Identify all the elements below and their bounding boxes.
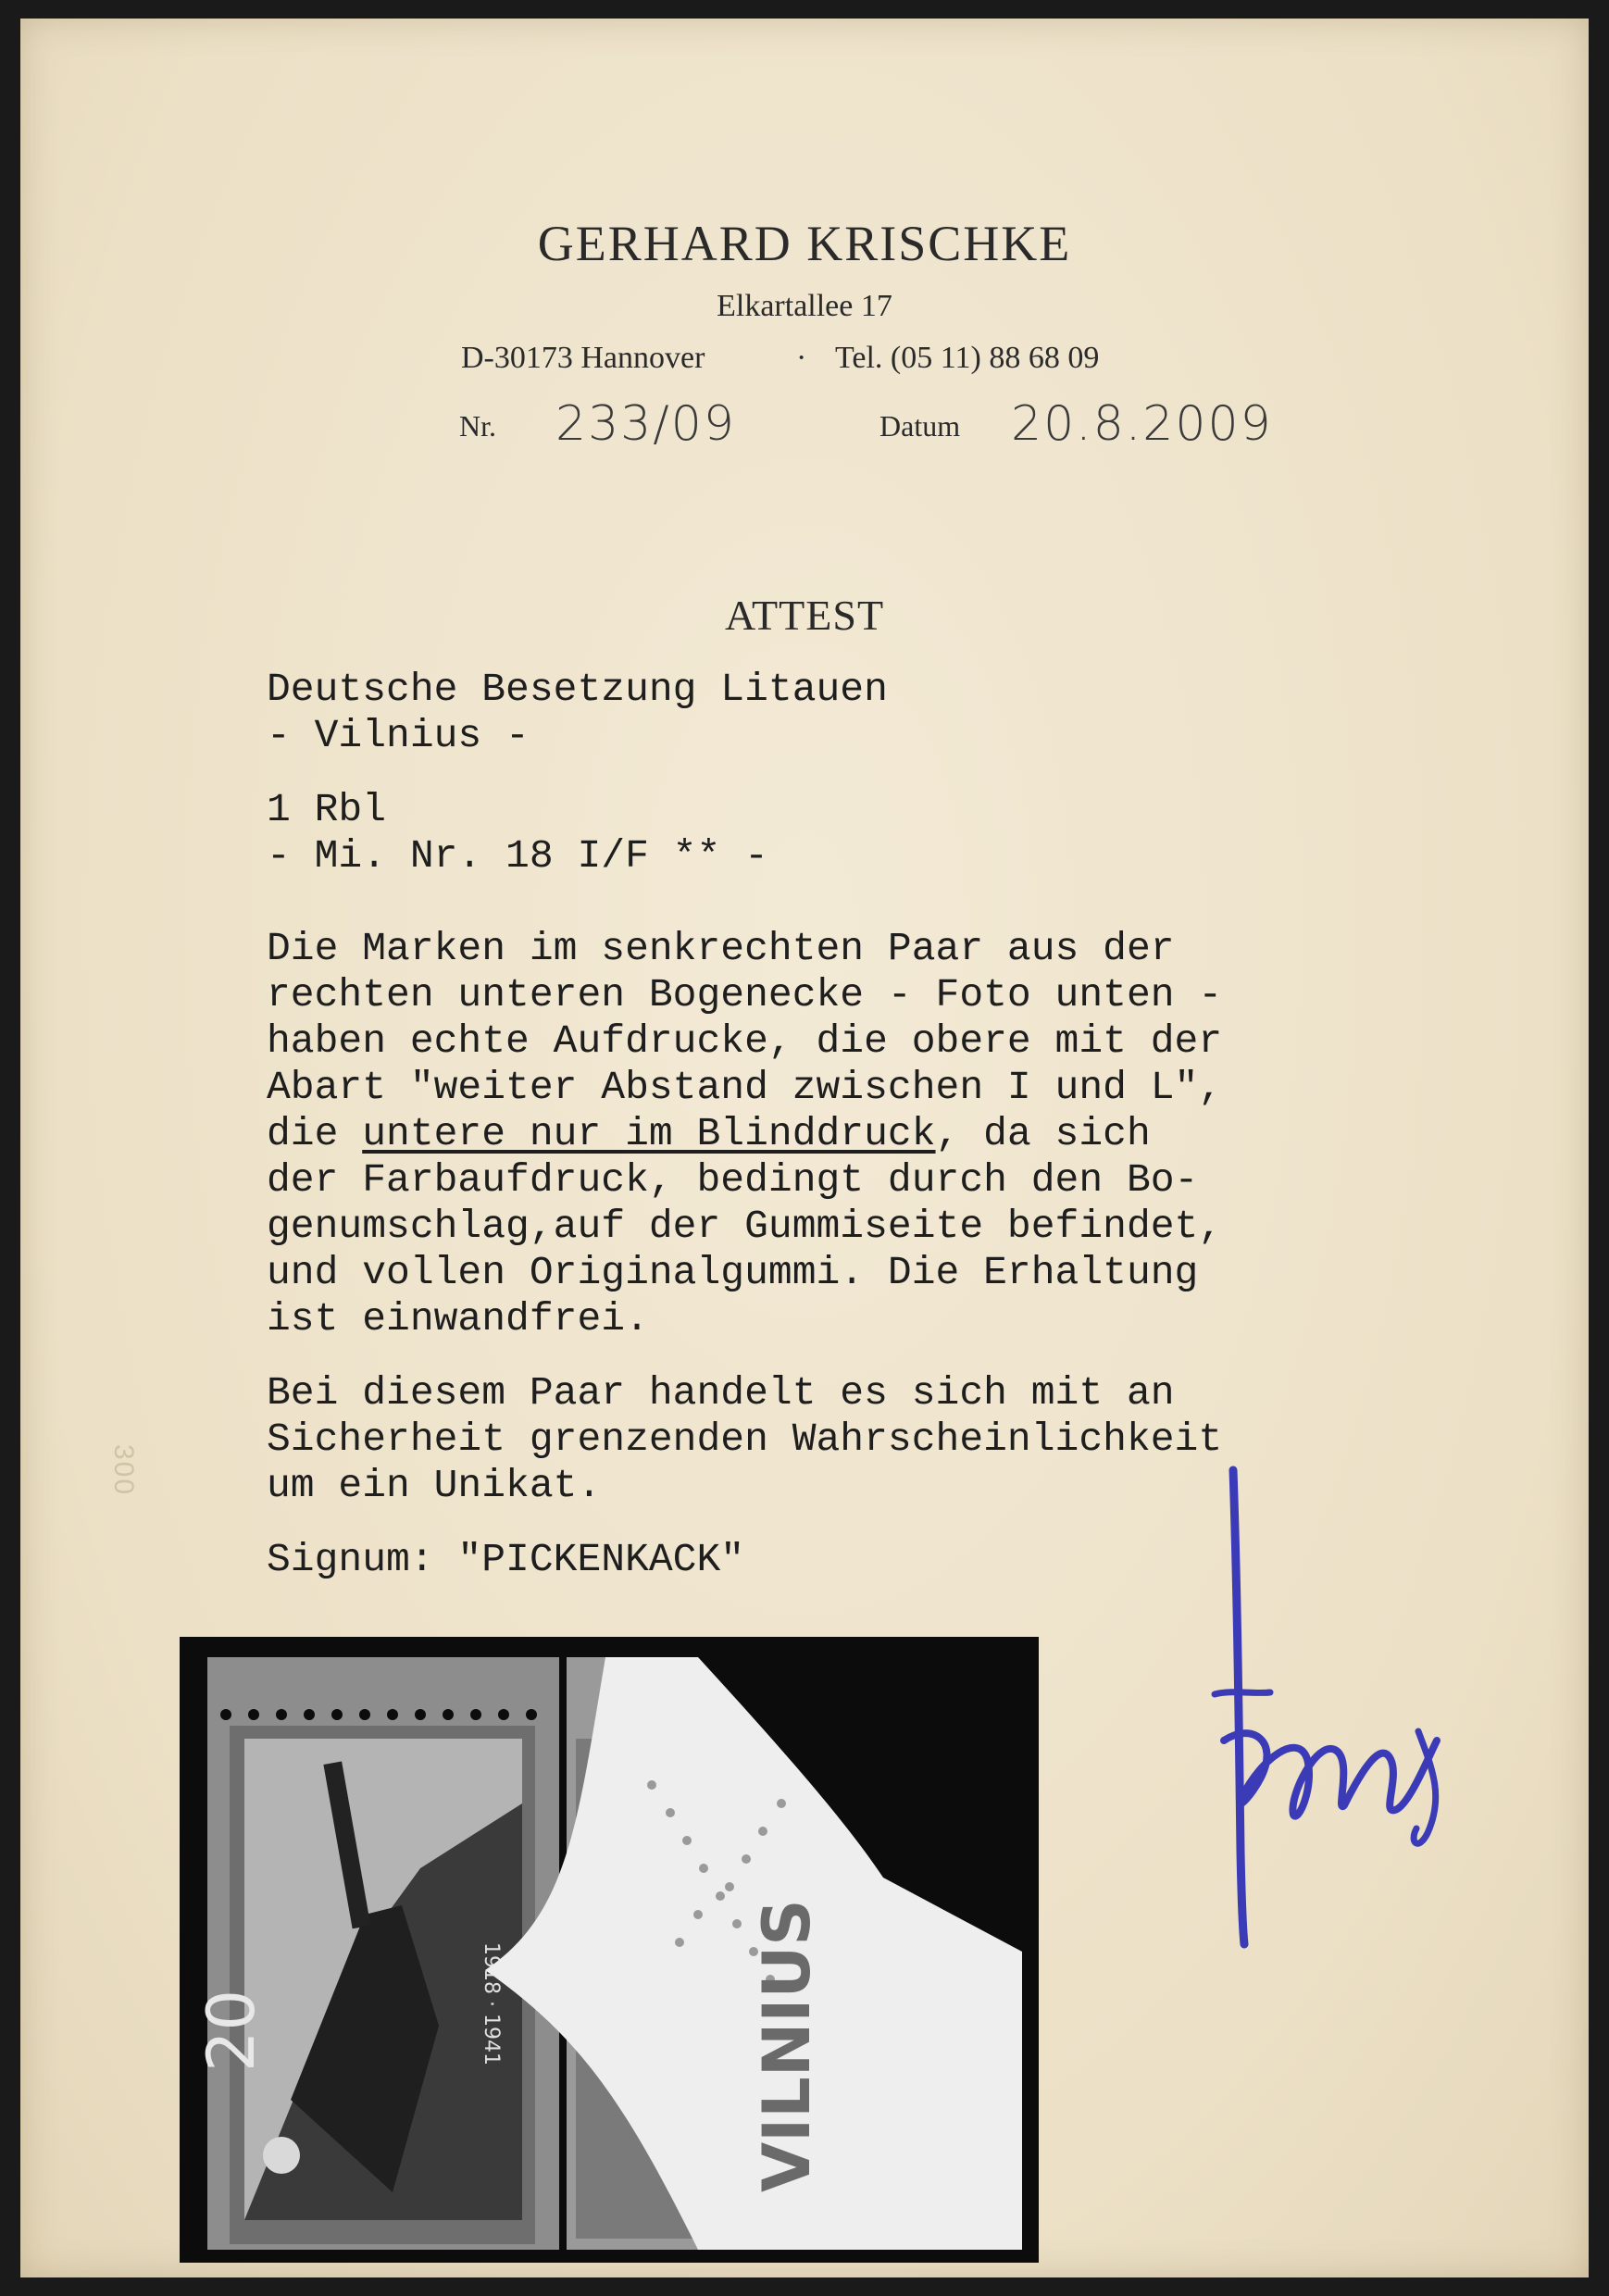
subject-line-4: - Mi. Nr. 18 I/F ** - (267, 833, 768, 879)
subject-line-2: - Vilnius - (267, 713, 530, 758)
body-line: der Farbaufdruck, bedingt durch den Bo- (267, 1157, 1199, 1203)
body-line: Sicherheit grenzenden Wahrscheinlichkeit (267, 1416, 1223, 1462)
nr-label: Nr. (459, 409, 496, 443)
underlined-text: untere nur im Blinddruck (362, 1111, 936, 1156)
stamp-photo (180, 1637, 1039, 2263)
body-text: die (267, 1111, 363, 1156)
nr-value: 233/09 (555, 396, 736, 452)
subject-line-3: 1 Rbl (267, 787, 387, 832)
date-value: 20.8.2009 (1011, 396, 1273, 452)
body-line: Die Marken im senkrechten Paar aus der (267, 926, 1175, 971)
body-line: und vollen Originalgummi. Die Erhaltung (267, 1250, 1199, 1295)
company-name: GERHARD KRISCHKE (537, 216, 1072, 271)
body-line: genumschlag,auf der Gummiseite befindet, (267, 1204, 1223, 1249)
faint-side-stamp: 300 (108, 1444, 139, 1497)
stamp-value-text: 20 (193, 1989, 269, 2072)
date-label: Datum (879, 409, 961, 443)
body-line (267, 1111, 1507, 1157)
company-street: Elkartallee 17 (717, 289, 892, 323)
body-line: um ein Unikat. (267, 1463, 602, 1508)
stamp-photo-image (180, 1637, 1039, 2263)
body-line: ist einwandfrei. (267, 1296, 649, 1341)
body-line: Bei diesem Paar handelt es sich mit an (267, 1370, 1175, 1416)
company-city: D-30173 Hannover (461, 341, 705, 375)
body-text: , da sich (935, 1111, 1151, 1156)
body-line: rechten unteren Bogenecke - Foto unten - (267, 972, 1223, 1017)
certificate-sheet (20, 19, 1589, 2277)
stamp-years-text: 1918 · 1941 (480, 1942, 503, 2065)
subject-line-1: Deutsche Besetzung Litauen (267, 667, 888, 712)
address-separator: · (796, 341, 807, 375)
company-phone: Tel. (05 11) 88 68 09 (835, 341, 1100, 375)
body-line: Abart "weiter Abstand zwischen I und L", (267, 1065, 1223, 1110)
signature-image (1196, 1463, 1474, 1963)
overprint-text: VILNIUS (749, 1899, 825, 2192)
signum-line: Signum: "PICKENKACK" (267, 1537, 745, 1582)
body-line: haben echte Aufdrucke, die obere mit der (267, 1018, 1223, 1064)
document-title: ATTEST (724, 592, 885, 639)
